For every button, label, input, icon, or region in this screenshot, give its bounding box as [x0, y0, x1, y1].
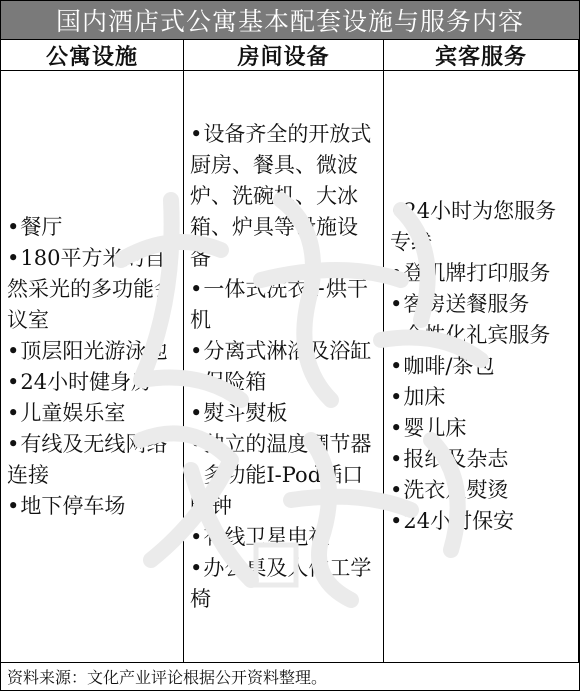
list-item	[390, 444, 572, 475]
list-item	[7, 212, 177, 243]
bullet-icon: •	[190, 121, 203, 146]
column-header: 公寓设施	[1, 40, 183, 71]
list-item	[190, 336, 377, 367]
list-item-text: 熨斗熨板	[203, 400, 288, 425]
item-list	[390, 196, 572, 537]
list-item-text: 有线及无线网络连接	[7, 431, 168, 487]
list-item-text: 多功能I-Pod插口时钟	[190, 462, 364, 518]
bullet-icon: •	[390, 354, 403, 378]
bullet-icon: •	[190, 462, 203, 487]
list-item	[190, 367, 377, 398]
facilities-table	[1, 40, 579, 663]
list-item-text: 婴儿床	[403, 416, 467, 440]
column-body	[184, 71, 383, 662]
bullet-icon: •	[7, 245, 20, 270]
list-item-text: 保险箱	[203, 369, 267, 394]
bullet-icon: •	[390, 447, 403, 471]
column-body	[384, 71, 578, 662]
column-guest-services	[384, 40, 579, 662]
bullet-icon: •	[190, 400, 203, 425]
list-item	[390, 258, 572, 289]
column-header: 宾客服务	[384, 40, 578, 71]
list-item	[7, 429, 177, 491]
list-item	[390, 289, 572, 320]
list-item-text: 办公桌及人体工学椅	[190, 555, 372, 611]
bullet-icon: •	[390, 199, 403, 223]
list-item	[190, 522, 377, 553]
list-item-text: 登机牌打印服务	[403, 261, 551, 285]
list-item	[190, 274, 377, 336]
bullet-icon: •	[190, 431, 203, 456]
bullet-icon: •	[7, 493, 20, 518]
list-item	[7, 243, 177, 336]
list-item	[390, 196, 572, 258]
column-body	[1, 71, 183, 662]
list-item	[390, 320, 572, 351]
bullet-icon: •	[190, 369, 203, 394]
list-item-text: 咖啡/茶包	[403, 354, 495, 378]
item-list	[7, 212, 177, 522]
bullet-icon: •	[390, 478, 403, 502]
bullet-icon: •	[7, 431, 20, 456]
list-item	[7, 367, 177, 398]
list-item-text: 洗衣及熨烫	[403, 478, 509, 502]
column-apartment-facilities	[1, 40, 184, 662]
source-note: 资料来源：文化产业评论根据公开资料整理。	[7, 668, 328, 687]
bullet-icon: •	[190, 524, 203, 549]
bullet-icon: •	[390, 385, 403, 409]
list-item-text: 24小时健身房	[20, 369, 153, 394]
list-item-text: 分离式淋浴及浴缸	[203, 338, 372, 363]
list-item	[390, 382, 572, 413]
list-item	[190, 429, 377, 460]
bullet-icon: •	[7, 400, 20, 425]
bullet-icon: •	[190, 555, 203, 580]
table-title: 国内酒店式公寓基本配套设施与服务内容	[1, 1, 579, 40]
list-item	[390, 506, 572, 537]
list-item	[7, 336, 177, 367]
list-item-text: 一体式洗衣+烘干机	[190, 276, 368, 332]
column-room-equipment	[184, 40, 384, 662]
list-item-text: 180平方米的自然采光的多功能会议室	[7, 245, 175, 332]
list-item	[7, 398, 177, 429]
bullet-icon: •	[390, 416, 403, 440]
list-item-text: 顶层阳光游泳池	[20, 338, 168, 363]
list-item-text: 报纸及杂志	[403, 447, 509, 471]
list-item	[390, 413, 572, 444]
item-list	[190, 119, 377, 615]
bullet-icon: •	[390, 509, 403, 533]
list-item	[190, 460, 377, 522]
list-item	[190, 119, 377, 274]
list-item	[190, 553, 377, 615]
list-item	[390, 351, 572, 382]
list-item-text: 设备齐全的开放式厨房、餐具、微波炉、洗碗机、大冰箱、炉具等设施设备	[190, 121, 372, 270]
list-item	[7, 491, 177, 522]
bullet-icon: •	[7, 369, 20, 394]
bullet-icon: •	[190, 338, 203, 363]
list-item	[390, 475, 572, 506]
list-item-text: 24小时为您服务专线	[390, 199, 557, 254]
list-item-text: 加床	[403, 385, 446, 409]
bullet-icon: •	[390, 261, 403, 285]
list-item-text: 24小时保安	[403, 509, 515, 533]
list-item-text: 客房送餐服务	[403, 292, 530, 316]
list-item-text: 独立的温度调节器	[203, 431, 372, 456]
list-item	[190, 398, 377, 429]
bullet-icon: •	[390, 292, 403, 316]
column-header: 房间设备	[184, 40, 383, 71]
list-item-text: 地下停车场	[20, 493, 126, 518]
bullet-icon: •	[7, 214, 20, 239]
list-item-text: 餐厅	[20, 214, 63, 239]
bullet-icon: •	[390, 323, 403, 347]
list-item-text: 儿童娱乐室	[20, 400, 126, 425]
bullet-icon: •	[190, 276, 203, 301]
bullet-icon: •	[7, 338, 20, 363]
list-item-text: 有线卫星电视	[203, 524, 330, 549]
list-item-text: 个性化礼宾服务	[403, 323, 551, 347]
